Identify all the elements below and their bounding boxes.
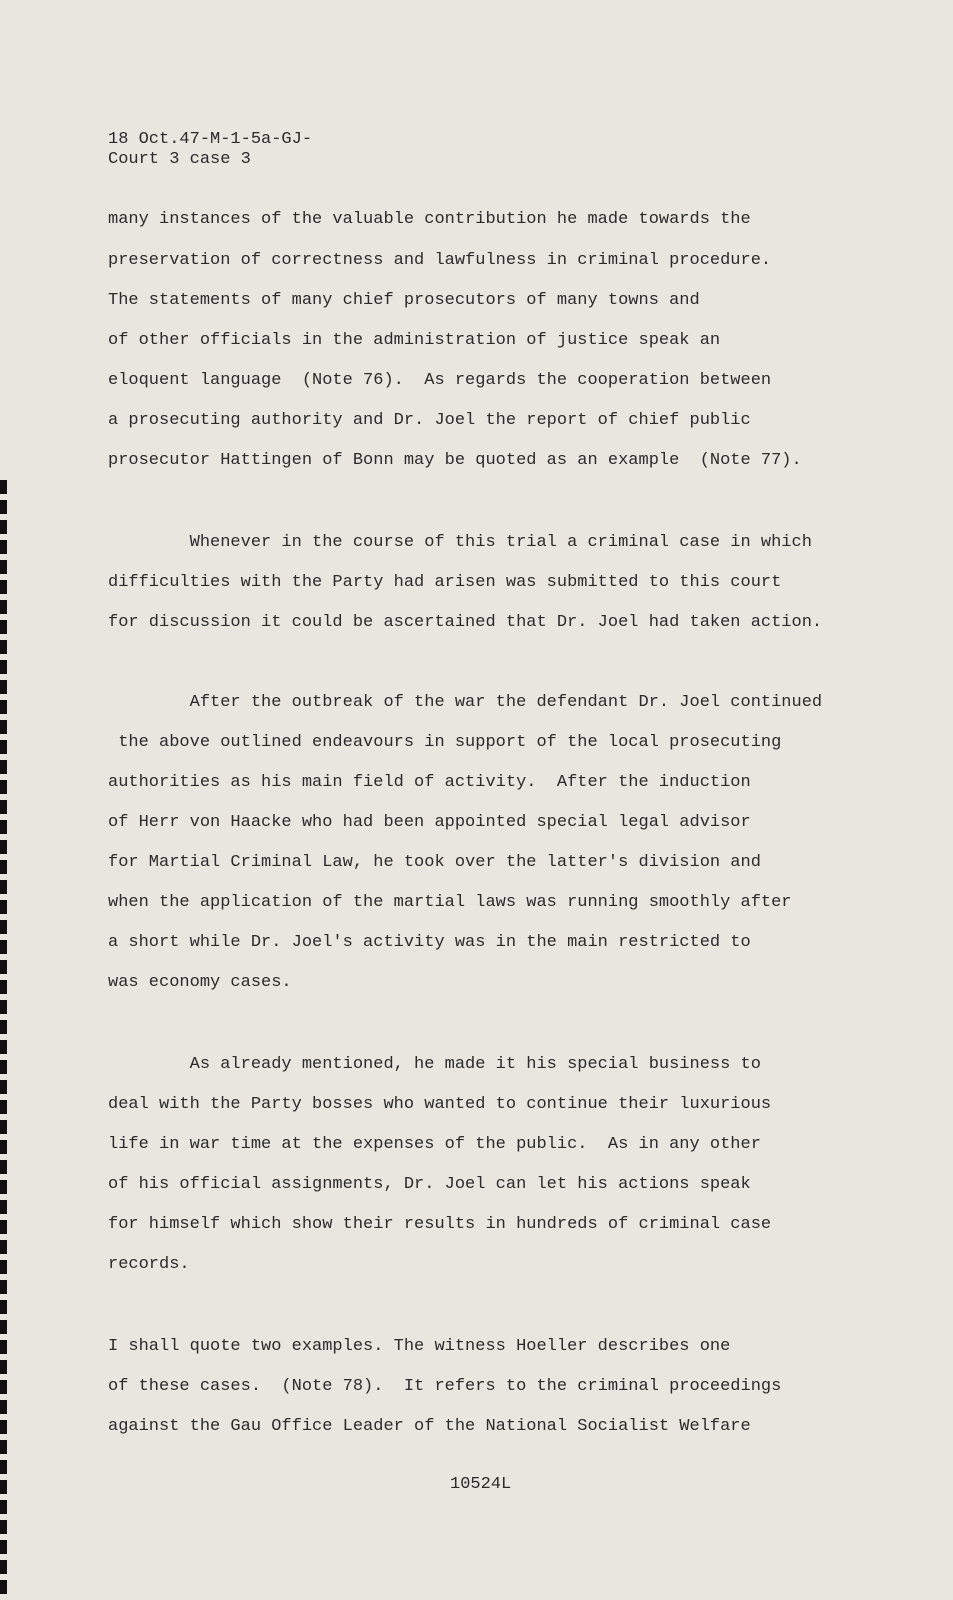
binding-edge	[0, 480, 7, 1600]
paragraph-3-line-4: of Herr von Haacke who had been appointed special legal advisor	[108, 813, 751, 832]
paragraph-1-line-7: prosecutor Hattingen of Bonn may be quoted as an example (Note 77).	[108, 451, 802, 470]
paragraph-5-line-2: of these cases. (Note 78). It refers to the criminal proceedings	[108, 1377, 782, 1396]
paragraph-1-line-4: of other officials in the administration of justice speak an	[108, 331, 721, 350]
paragraph-4-line-2: deal with the Party bosses who wanted to continue their luxurious	[108, 1095, 772, 1114]
paragraph-4-line-3: life in war time at the expenses of the public. As in any other	[108, 1135, 761, 1154]
paragraph-3-line-1: After the outbreak of the war the defendant Dr. Joel continued	[108, 693, 823, 712]
paragraph-3-line-3: authorities as his main field of activity. After the induction	[108, 773, 751, 792]
paragraph-1-line-3: The statements of many chief prosecutors of many towns and	[108, 291, 700, 310]
paragraph-3-line-5: for Martial Criminal Law, he took over the latter's division and	[108, 853, 761, 872]
paragraph-1-line-6: a prosecuting authority and Dr. Joel the report of chief public	[108, 411, 751, 430]
paragraph-3-line-7: a short while Dr. Joel's activity was in the main restricted to	[108, 933, 751, 952]
paragraph-2-line-2: difficulties with the Party had arisen was submitted to this court	[108, 573, 782, 592]
paragraph-4-line-1: As already mentioned, he made it his special business to	[108, 1055, 761, 1074]
header-court-case: Court 3 case 3	[108, 150, 251, 169]
paragraph-3-line-2: the above outlined endeavours in support of the local prosecuting	[108, 733, 782, 752]
paragraph-3-line-6: when the application of the martial laws was running smoothly after	[108, 893, 792, 912]
header-date-code: 18 Oct.47-M-1-5a-GJ-	[108, 130, 313, 149]
paragraph-1-line-2: preservation of correctness and lawfulness in criminal procedure.	[108, 251, 772, 270]
paragraph-4-line-4: of his official assignments, Dr. Joel can let his actions speak	[108, 1175, 751, 1194]
paragraph-1-line-1: many instances of the valuable contribution he made towards the	[108, 210, 751, 229]
paragraph-4-line-5: for himself which show their results in hundreds of criminal case	[108, 1215, 772, 1234]
paragraph-5-line-1: I shall quote two examples. The witness Hoeller describes one	[108, 1337, 731, 1356]
paragraph-2-line-1: Whenever in the course of this trial a criminal case in which	[108, 533, 812, 552]
paragraph-1-line-5: eloquent language (Note 76). As regards the cooperation between	[108, 371, 772, 390]
paragraph-3-line-8: was economy cases.	[108, 973, 292, 992]
paragraph-4-line-6: records.	[108, 1255, 190, 1274]
page-number: 10524L	[450, 1475, 512, 1494]
paragraph-5-line-3: against the Gau Office Leader of the National Socialist Welfare	[108, 1417, 751, 1436]
paragraph-2-line-3: for discussion it could be ascertained that Dr. Joel had taken action.	[108, 613, 823, 632]
